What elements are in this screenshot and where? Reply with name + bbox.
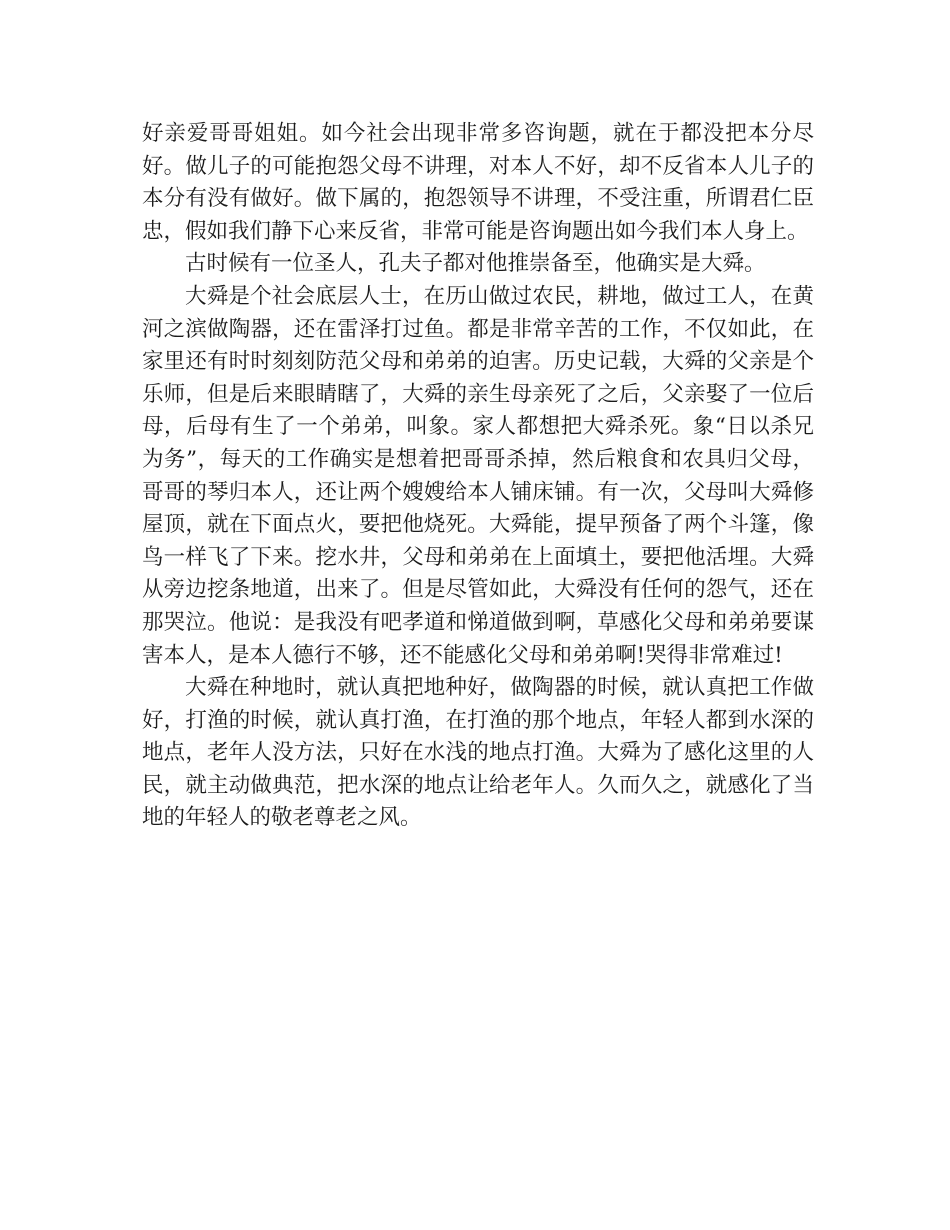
paragraph-dashun-example: 大舜在种地时，就认真把地种好，做陶器的时候，就认真把工作做好，打渔的时候，就认真打渔，在打渔的那个地点，年轻人都到水深的地点，老年人没方法，只好在水浅的地点打渔。大舜为了感化这里的人民，就主动做典范，把水深的地点让给老年人。久而久之，就感化了当地的年轻人的敬老尊老之风。 [142, 675, 814, 831]
paragraph-dashun-story: 大舜是个社会底层人士，在历山做过农民，耕地，做过工人，在黄河之滨做陶器，还在雷泽打过鱼。都是非常辛苦的工作，不仅如此，在家里还有时时刻刻防范父母和弟弟的迫害。历史记载，大舜的父亲是个乐师，但是后来眼睛瞎了，大舜的亲生母亲死了之后，父亲娶了一位后母，后母有生了一个弟弟，叫象。家人都想把大舜杀死。象“日以杀兄为务”，每天的工作确实是想着把哥哥杀掉，然后粮食和农具归父母，哥哥的琴归本人，还让两个嫂嫂给本人铺床铺。有一次，父母叫大舜修屋顶，就在下面点火，要把他烧死。大舜能，提早预备了两个斗篷，像鸟一样飞了下来。挖水井，父母和弟弟在上面填土，要把他活埋。大舜从旁边挖条地道，出来了。但是尽管如此，大舜没有任何的怨气，还在那哭泣。他说：是我没有吧孝道和悌道做到啊，草感化父母和弟弟要谋害本人，是本人德行不够，还不能感化父母和弟弟啊!哭得非常难过! [142, 283, 814, 668]
document-body [142, 118, 814, 835]
paragraph-continued: 好亲爱哥哥姐姐。如今社会出现非常多咨询题，就在于都没把本分尽好。做儿子的可能抱怨父母不讲理，对本人不好，却不反省本人儿子的本分有没有做好。做下属的，抱怨领导不讲理，不受注重，所谓君仁臣忠，假如我们静下心来反省，非常可能是咨询题出如今我们本人身上。 [142, 121, 814, 244]
paragraph-sage-intro: 古时候有一位圣人，孔夫子都对他推崇备至，他确实是大舜。 [185, 251, 766, 277]
